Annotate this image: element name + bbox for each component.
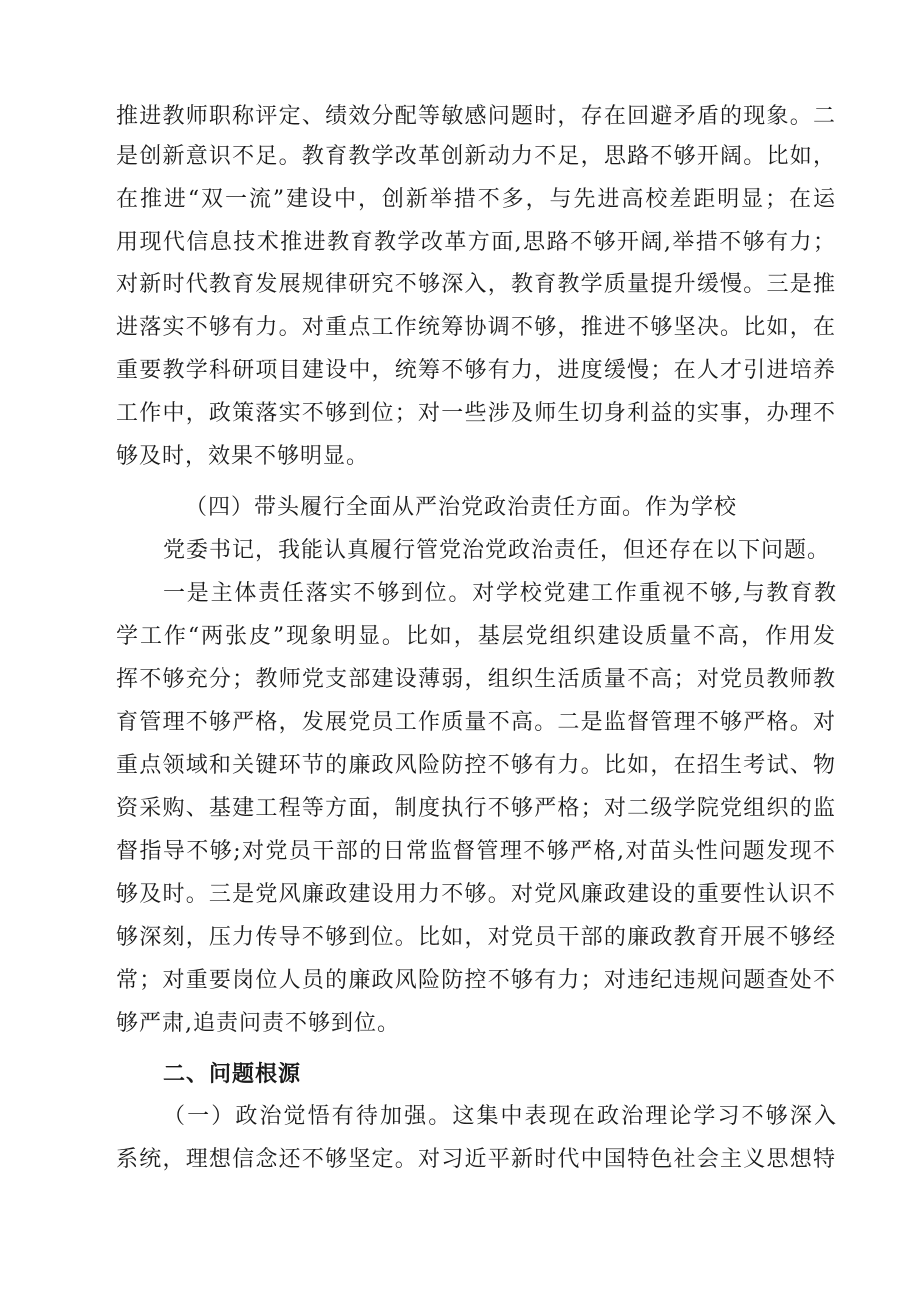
body-text-line: 学工作“两张皮”现象明显。比如，基层党组织建设质量不高，作用发 xyxy=(116,624,836,649)
body-text-line: （一）政治觉悟有待加强。这集中表现在政治理论学习不够深入 xyxy=(163,1104,837,1129)
body-text-line: 常；对重要岗位人员的廉政风险防控不够有力；对违纪违规问题查处不 xyxy=(116,968,836,993)
body-text-line: 推进教师职称评定、绩效分配等敏感问题时，存在回避矛盾的现象。二 xyxy=(116,104,836,129)
body-text-line: 够及时。三是党风廉政建设用力不够。对党风廉政建设的重要性认识不 xyxy=(116,882,836,907)
body-text-line: 够深刻，压力传导不够到位。比如，对党员干部的廉政教育开展不够经 xyxy=(116,925,836,950)
body-text-line: 系统，理想信念还不够坚定。对习近平新时代中国特色社会主义思想特 xyxy=(116,1147,836,1172)
body-text-line: 育管理不够严格，发展党员工作质量不高。二是监督管理不够严格。对 xyxy=(116,710,836,735)
body-text-line: 挥不够充分；教师党支部建设薄弱，组织生活质量不高；对党员教师教 xyxy=(116,667,836,692)
body-text-line: 工作中，政策落实不够到位；对一些涉及师生切身利益的实事，办理不 xyxy=(116,401,836,426)
body-text-line: 一是主体责任落实不够到位。对学校党建工作重视不够,与教育教 xyxy=(163,581,837,606)
body-text-line: 资采购、基建工程等方面，制度执行不够严格；对二级学院党组织的监 xyxy=(116,796,836,821)
body-text-line: 重要教学科研项目建设中，统筹不够有力，进度缓慢；在人才引进培养 xyxy=(116,358,836,383)
body-text-line: 用现代信息技术推进教育教学改革方面,思路不够开阔,举措不够有力； xyxy=(116,230,836,255)
body-text-line: 重点领域和关键环节的廉政风险防控不够有力。比如，在招生考试、物 xyxy=(116,753,836,778)
body-text-line: 党委书记，我能认真履行管党治党政治责任，但还存在以下问题。 xyxy=(163,538,831,563)
body-text-line: 是创新意识不足。教育教学改革创新动力不足，思路不够开阔。比如， xyxy=(116,144,836,169)
body-text-line: 够及时，效果不够明显。 xyxy=(116,444,370,469)
body-text-line: 对新时代教育发展规律研究不够深入，教育教学质量提升缓慢。三是推 xyxy=(116,272,836,297)
body-text-line: 进落实不够有力。对重点工作统筹协调不够，推进不够坚决。比如，在 xyxy=(116,315,836,340)
body-text-line: （四）带头履行全面从严治党政治责任方面。作为学校 xyxy=(185,495,738,520)
body-text-line: 在推进“双一流”建设中，创新举措不多，与先进高校差距明显；在运 xyxy=(116,187,836,212)
section-heading: 二、问题根源 xyxy=(163,1062,302,1087)
body-text-line: 够严肃,追责问责不够到位。 xyxy=(116,1011,400,1036)
body-text-line: 督指导不够;对党员干部的日常监督管理不够严格,对苗头性问题发现不 xyxy=(116,839,836,864)
